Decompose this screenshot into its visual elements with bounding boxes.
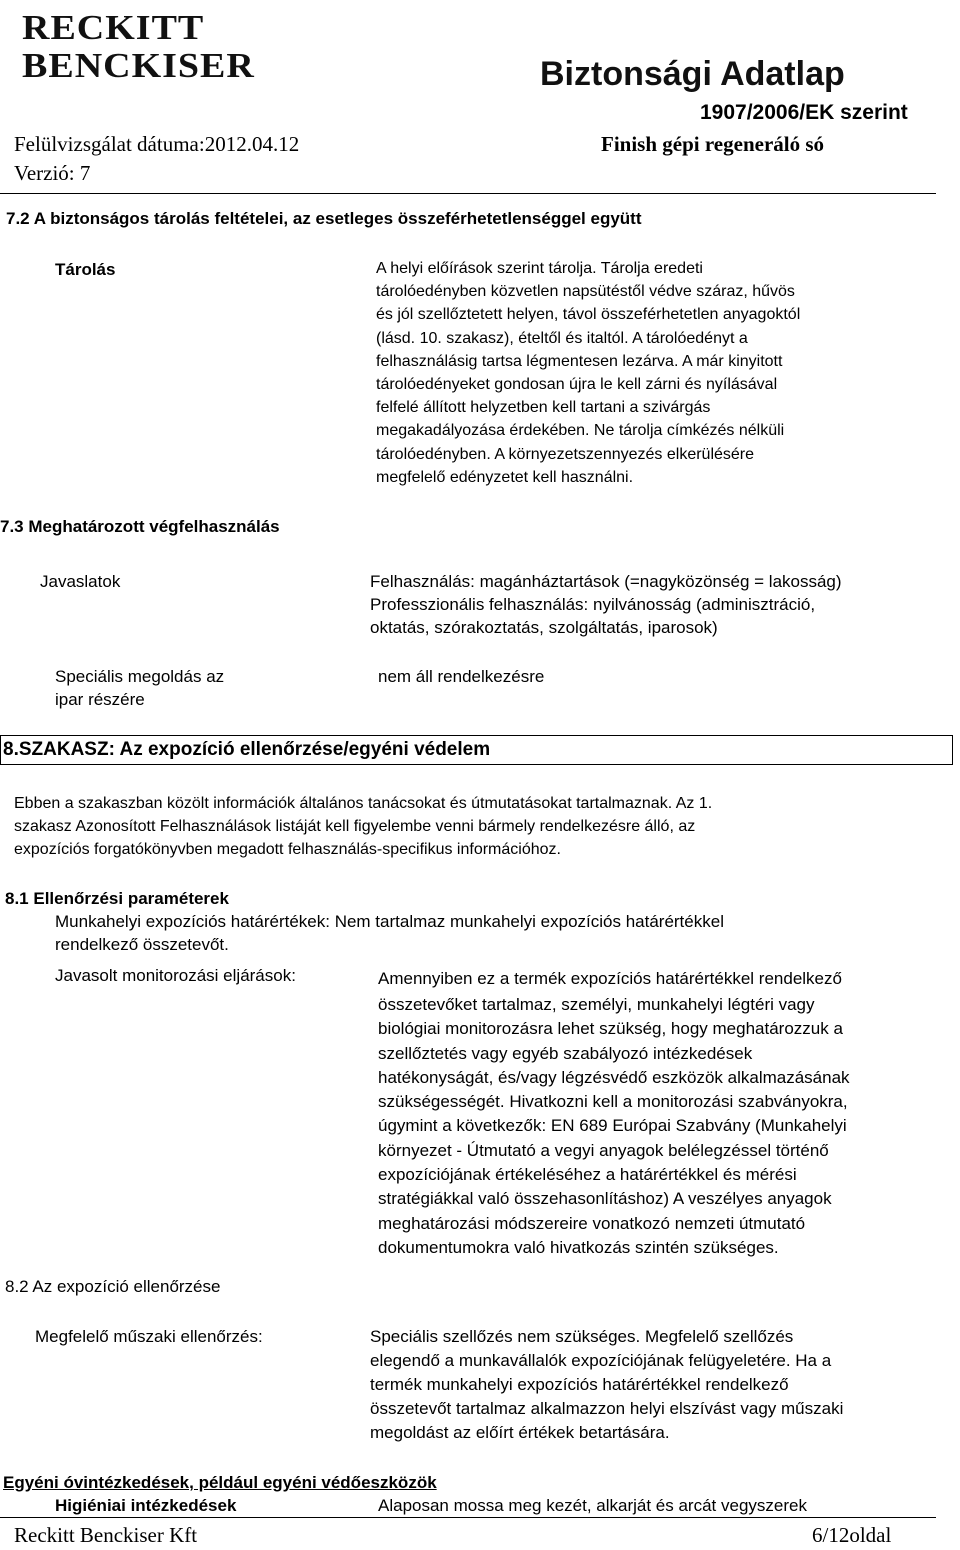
text-line: tárolóedényben. A környezetszennyezés elkerülésére [376,445,755,463]
text-line: szakasz Azonosított Felhasználások listáját kell figyelembe venni bármely rendelkezésre álló, az [14,818,696,836]
text-line: felfelé állított helyzetben kell tartani a szivárgás [376,399,711,417]
text-line: környezet - Útmutató a vegyi anyagok belélegzéssel történő [378,1140,829,1160]
product-name: Finish gépi regeneráló só [601,132,825,156]
exposure-limits-text [55,910,935,956]
text-line: és jól szellőztetett helyen, távol összeférhetetlen anyagoktól [376,306,801,324]
text-line: (lásd. 10. szakasz), ételtől és italtól. A tárolóedényt a [376,329,748,347]
text-line: dokumentumokra való hivatkozás szintén szükséges. [378,1237,779,1257]
text-line: Munkahelyi expozíciós határértékek: Nem tartalmaz munkahelyi expozíciós határértékkel [55,912,724,931]
text-line: megfelelő edényzetet kell használni. [376,468,634,486]
text-line: expozíciójának értékeléséhez a határértékkel és mérési [378,1165,797,1185]
text-line: Professzionális felhasználás: nyilvánosság (adminisztráció, [370,595,816,615]
logo-line-1: RECKITT [22,8,205,48]
text-line: biológiai monitorozásra lehet szükség, hogy meghatározzuk a [378,1019,843,1039]
text-line: A helyi előírások szerint tárolja. Tárolja eredeti [376,260,703,277]
text-line: termék munkahelyi expozíciós határértékkel rendelkező [370,1375,789,1394]
footer-divider [0,1517,936,1518]
storage-label: Tárolás [55,260,116,279]
header-divider [0,193,936,194]
text-line: meghatározási módszereire vonatkozó nemzeti útmutató [378,1213,806,1233]
text-line: szükségességét. Hivatkozni kell a monitorozási szabványokra, [378,1092,848,1112]
company-logo [22,8,255,86]
text-line: megoldást az előírt értékek betartására. [370,1423,670,1442]
section-8-2-heading: 8.2 Az expozíció ellenőrzése [5,1277,221,1296]
recommendations-label: Javaslatok [40,572,121,591]
section-8-intro [14,792,944,862]
footer-company: Reckitt Benckiser Kft [14,1523,198,1547]
monitoring-label: Javasolt monitorozási eljárások: [55,966,296,985]
engineering-controls-label: Megfelelő műszaki ellenőrzés: [35,1327,263,1346]
regulation-label: 1907/2006/EK szerint [700,101,908,124]
text-line: Felhasználás: magánháztartások (=nagyközönség = lakosság) [370,572,842,591]
section-8-heading: 8.SZAKASZ: Az expozíció ellenőrzése/egyéni védelem [3,739,491,760]
monitoring-text [378,965,953,1260]
section-7-2-heading: 7.2 A biztonságos tárolás feltételei, az esetleges összeférhetetlenséggel együtt [6,209,642,228]
text-line: expozíciós forgatókönyvben megadott felhasználás-specifikus információhoz. [14,841,561,859]
text-line: Speciális szellőzés nem szükséges. Megfelelő szellőzés [370,1327,794,1346]
text-line: ipar részére [55,690,145,710]
revision-date: Felülvizsgálat dátuma:2012.04.12 [14,132,300,156]
text-line: összetevőket tartalmaz, személyi, munkahelyi légtéri vagy [378,995,815,1014]
text-line: oktatás, szórakoztatás, szolgáltatás, iparosok) [370,618,718,638]
industrial-label [55,665,224,711]
text-line: rendelkező összetevőt. [55,935,229,955]
text-line: tárolóedényben közvetlen napsütéstől védve száraz, hűvös [376,283,795,301]
document-title: Biztonsági Adatlap [540,55,845,93]
version-label: Verzió: 7 [14,161,91,185]
storage-text [376,257,946,489]
text-line: összetevőt tartalmaz alkalmazzon helyi elszívást vagy műszaki [370,1399,844,1418]
text-line: úgymint a következők: EN 689 Európai Szabvány (Munkahelyi [378,1116,847,1136]
hygiene-label: Higiéniai intézkedések [55,1496,237,1515]
text-line: szellőztetés vagy egyéb szabályozó intézkedések [378,1043,753,1063]
section-7-3-heading: 7.3 Meghatározott végfelhasználás [0,517,280,536]
text-line: tárolóedényeket gondosan újra le kell zárni és nyílásával [376,376,778,394]
text-line: hatékonyságát, és/vagy légzésvédő eszközök alkalmazásának [378,1067,850,1087]
text-line: elegendő a munkavállalók expozíciójának felügyeletére. Ha a [370,1351,832,1370]
logo-line-2: BENCKISER [22,46,255,86]
text-line: Speciális megoldás az [55,667,225,686]
text-line: megakadályozása érdekében. Ne tárolja címkézés nélküli [376,422,785,440]
ppe-heading: Egyéni óvintézkedések, például egyéni védőeszközök [3,1473,437,1492]
text-line: felhasználásig tartsa légmentesen lezárva. A már kinyitott [376,352,783,370]
text-line: Amennyiben ez a termék expozíciós határértékkel rendelkező [378,969,842,988]
text-line: Ebben a szakaszban közölt információk általános tanácsokat és útmutatásokat tartalmaznak. Az 1. [14,795,713,812]
footer-page-number: 6/12oldal [812,1523,892,1547]
recommendations-text [370,570,950,640]
industrial-value: nem áll rendelkezésre [378,667,545,686]
section-8-1-heading: 8.1 Ellenőrzési paraméterek [5,889,229,908]
text-line: stratégiákkal való összehasonlításhoz) A veszélyes anyagok [378,1189,832,1209]
hygiene-value: Alaposan mossa meg kezét, alkarját és arcát vegyszerek [378,1496,807,1515]
engineering-controls-text [370,1325,950,1445]
